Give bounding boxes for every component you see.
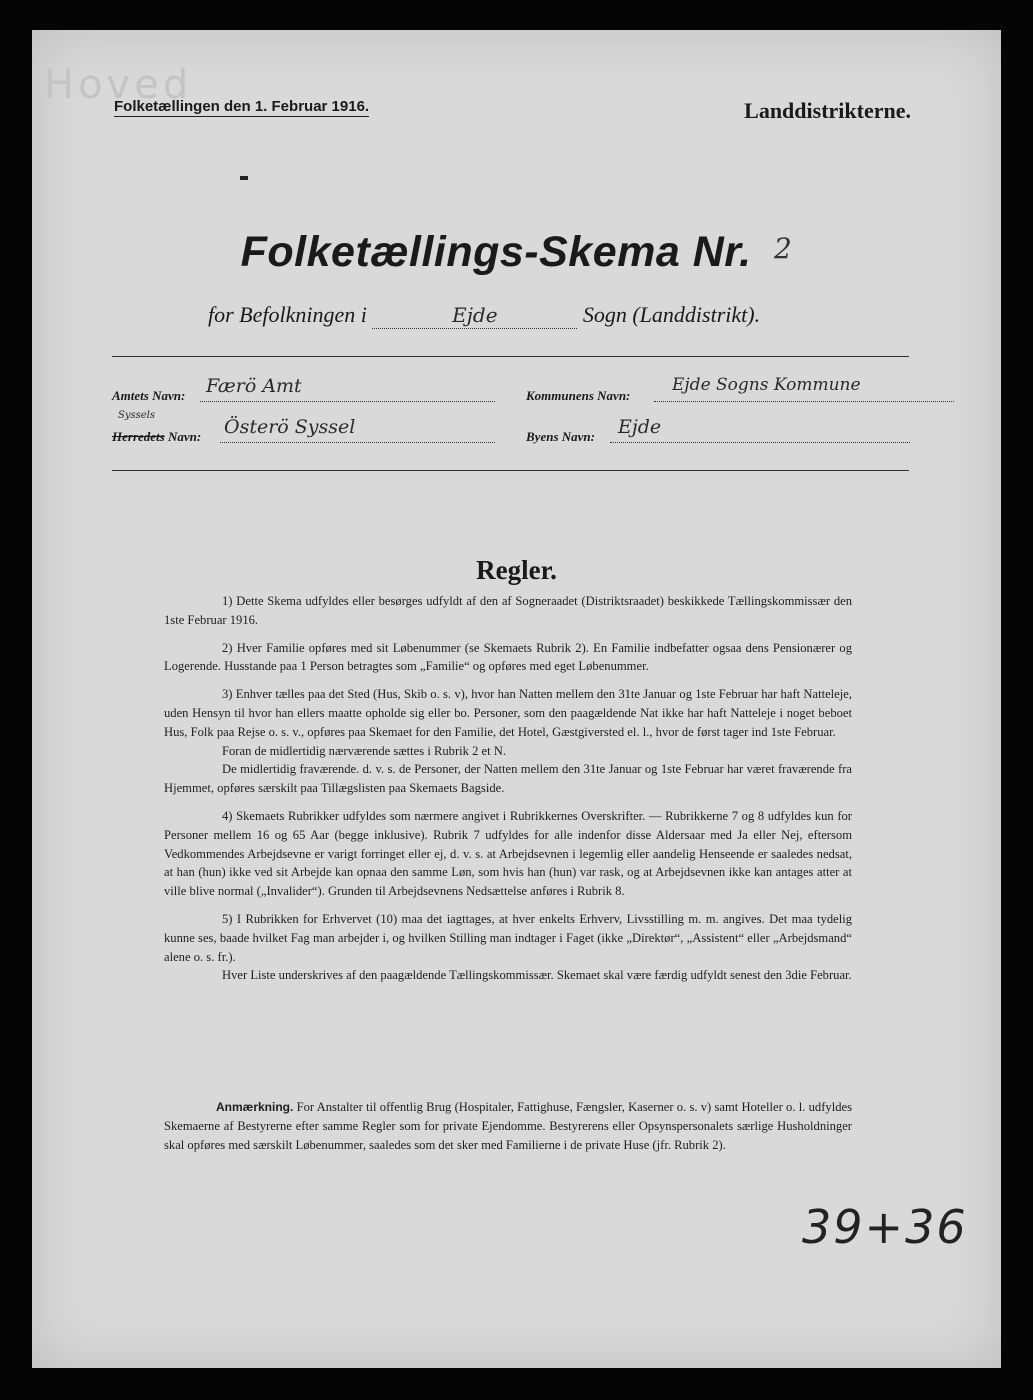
- remark-note: [164, 1098, 852, 1154]
- herred-correction: Syssels: [118, 410, 156, 421]
- amt-label: Amtets Navn:: [112, 388, 186, 403]
- remark-text: For Anstalter til offentlig Brug (Hospitaler, Fattighuse, Fængsler, Kaserner o. s. v) samt Hoteller o. l. udfyldes Skemaerne af Bestyrerne efter samme Regler som for private Ejendomme. Bestyrerens eller Opsynspersonalets særlige Husholdninger skal opføres med særskilt Løbenummer, saaledes som det sker med Familierne i de private Huse (jfr. Rubrik 2).: [164, 1100, 852, 1152]
- archive-number: 39+36: [802, 1200, 968, 1254]
- bottom-divider: [112, 470, 909, 471]
- form-subtitle: [208, 302, 760, 329]
- parish-field: [372, 302, 577, 329]
- rule-paragraph: 4) Skemaets Rubrikker udfyldes som nærmere angivet i Rubrikkernes Overskrifter. — Rubrikkerne 7 og 8 udfyldes kun for Personer mellem 16 og 65 Aar (begge inklusive). Rubrik 7 udfyldes for alle indenfor disse Aldersaar med Ja eller Nej, eftersom Vedkommendes Arbejdsevne er varigt forringet eller ej, d. v. s. at Arbejdsevnen i legemlig eller aandelig Henseende er saaledes nedsat, at han (hun) ikke ved sit Arbejde kan opnaa den samme Løn, som hvis han (hun) var rask, og at Arbejdsevnen ikke kan antages atter at ville blive normal („Invalider“). Grunden til Arbejdsevnens Nedsættelse anføres i Rubrik 8.: [164, 808, 852, 899]
- rule-paragraph: 1) Dette Skema udfyldes eller besørges udfyldt af den af Sogneraadet (Distriktsraadet) beskikkede Tællingskommissær den 1ste Februar 1916.: [164, 594, 852, 627]
- ink-mark: [240, 176, 248, 180]
- amt-value: Færö Amt: [206, 375, 302, 397]
- form-title: [32, 228, 1001, 277]
- form-title-text: Folketællings-Skema Nr.: [240, 228, 752, 276]
- amt-field: [200, 375, 495, 402]
- kommune-field: [654, 375, 954, 402]
- subtitle-suffix: Sogn (Landdistrikt).: [582, 302, 761, 327]
- ghost-stamp: Hoved: [44, 62, 193, 108]
- herred-label-tail: Navn:: [167, 429, 202, 444]
- herred-label-struck: Herredets: [112, 429, 165, 444]
- parish-value: Ejde: [452, 303, 498, 327]
- census-date: Folketællingen den 1. Februar 1916.: [114, 98, 370, 115]
- herred-field: [220, 416, 495, 443]
- by-label: Byens Navn:: [526, 429, 595, 444]
- form-number: 2: [774, 232, 793, 265]
- rules-heading: Regler.: [476, 555, 557, 585]
- remark-label: Anmærkning.: [216, 1100, 294, 1114]
- kommune-label: Kommunens Navn:: [526, 388, 631, 403]
- rule-paragraph: Foran de midlertidig nærværende sættes i Rubrik 2 et N.: [222, 743, 507, 758]
- subtitle-prefix: for Befolkningen i: [208, 302, 367, 327]
- rule-paragraph: 2) Hver Familie opføres med sit Løbenummer (se Skemaets Rubrik 2). En Familie indbefatter ogsaa dens Pensionærer og Logerende. Husstande paa 1 Person betragtes som „Familie“ og opføres med eget Løbenummer.: [164, 640, 852, 674]
- rule-paragraph: 3) Enhver tælles paa det Sted (Hus, Skib o. s. v), hvor han Natten mellem den 31te Januar og 1ste Februar har haft Natteleje, uden Hensyn til hvor han ellers maatte opholde sig eller bo. Personer, som den paagældende Nat ikke har haft Natteleje i noget beboet Hus, Folk paa Rejse o. s. v., opføres paa Skemaet for den Familie, det Hotel, Gæstgiversted el. l., hvor de først tager ind 1ste Februar.: [164, 687, 852, 739]
- rule-paragraph: De midlertidig fraværende. d. v. s. de Personer, der Natten mellem den 31te Januar og 1ste Februar har været fraværende fra Hjemmet, opføres særskilt paa Tillægslisten paa Skemaets Bagside.: [164, 762, 852, 796]
- census-form-page: [32, 30, 1001, 1368]
- by-field: [610, 416, 910, 443]
- district-title: Landdistrikterne.: [744, 98, 911, 123]
- rule-paragraph: Hver Liste underskrives af den paagældende Tællingskommissær. Skemaet skal være færdig udfyldt senest den 3die Februar.: [222, 968, 852, 983]
- herred-label: [112, 429, 201, 445]
- rules-body: [164, 592, 852, 985]
- top-divider: [112, 356, 909, 357]
- by-value: Ejde: [618, 416, 662, 438]
- rule-paragraph: 5) I Rubrikken for Erhvervet (10) maa det iagttages, at hver enkelts Erhverv, Livsstilling m. m. angives. Det maa tydelig kunne ses, baade hvilket Fag man arbejder i, og hvilken Stilling man indtager i Faget (ikke „Direktør“, „Assistent“ eller „Arbejdsmand“ alene o. s. fr.).: [164, 911, 852, 964]
- herred-value: Österö Syssel: [224, 416, 356, 438]
- kommune-value: Ejde Sogns Kommune: [672, 375, 861, 395]
